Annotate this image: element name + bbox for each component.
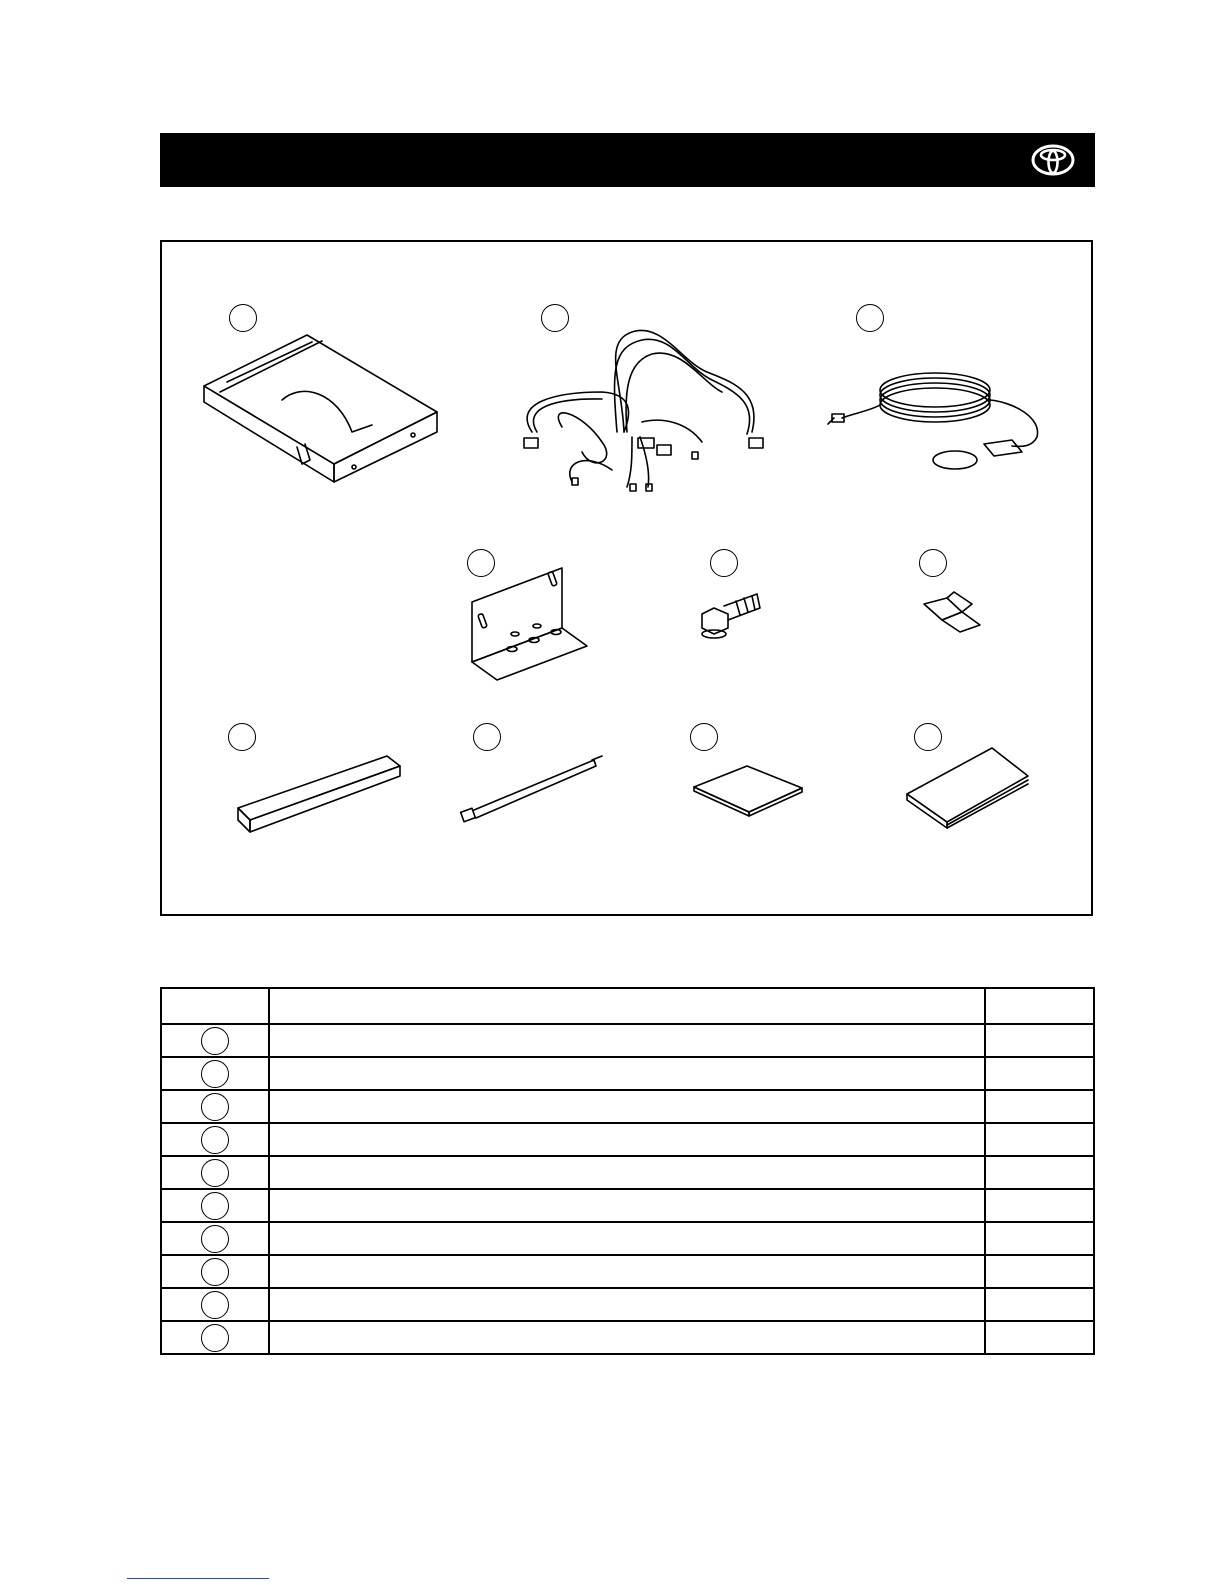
row-quantity — [985, 1123, 1094, 1156]
part-callout-10 — [914, 723, 942, 751]
table-row — [161, 1123, 1094, 1156]
wire-harness-icon — [524, 330, 763, 491]
row-description — [269, 1123, 985, 1156]
row-callout — [201, 1126, 229, 1154]
clamp-icon — [924, 592, 980, 632]
cable-tie-icon — [461, 756, 602, 822]
part-callout-6 — [919, 549, 947, 577]
adhesive-pad-icon — [694, 766, 802, 816]
table-header-row — [161, 988, 1094, 1024]
cleaner-wipe-icon — [907, 748, 1028, 828]
table-row — [161, 1288, 1094, 1321]
table-row — [161, 1024, 1094, 1057]
row-quantity — [985, 1255, 1094, 1288]
parts-illustration — [160, 240, 1093, 916]
row-callout — [201, 1192, 229, 1220]
cushion-pad-icon — [238, 756, 400, 832]
part-callout-2 — [541, 304, 569, 332]
part-callout-5 — [710, 549, 738, 577]
row-quantity — [985, 1189, 1094, 1222]
row-callout — [201, 1159, 229, 1187]
mounting-bracket-icon — [472, 568, 587, 680]
row-description — [269, 1288, 985, 1321]
part-callout-4 — [467, 549, 495, 577]
row-quantity — [985, 1222, 1094, 1255]
toyota-emblem-icon — [1031, 144, 1075, 176]
row-callout — [201, 1225, 229, 1253]
row-description — [269, 1255, 985, 1288]
row-description — [269, 1057, 985, 1090]
row-quantity — [985, 1288, 1094, 1321]
row-callout — [201, 1060, 229, 1088]
row-description — [269, 1222, 985, 1255]
table-row — [161, 1189, 1094, 1222]
control-module-icon — [204, 335, 437, 482]
row-description — [269, 1321, 985, 1354]
part-callout-1 — [229, 304, 257, 332]
table-row — [161, 1090, 1094, 1123]
row-quantity — [985, 1090, 1094, 1123]
table-row — [161, 1255, 1094, 1288]
row-quantity — [985, 1156, 1094, 1189]
row-quantity — [985, 1024, 1094, 1057]
part-callout-7 — [228, 723, 256, 751]
table-row — [161, 1057, 1094, 1090]
row-quantity — [985, 1057, 1094, 1090]
row-quantity — [985, 1321, 1094, 1354]
row-callout — [201, 1027, 229, 1055]
column-header-description — [269, 988, 985, 1024]
row-callout — [201, 1093, 229, 1121]
table-row — [161, 1156, 1094, 1189]
row-description — [269, 1189, 985, 1222]
bolt-icon — [702, 594, 760, 638]
row-callout — [201, 1258, 229, 1286]
parts-list-table — [160, 987, 1095, 1355]
column-header-number — [161, 988, 269, 1024]
row-description — [269, 1156, 985, 1189]
row-callout — [201, 1291, 229, 1319]
row-callout — [201, 1324, 229, 1352]
column-header-quantity — [985, 988, 1094, 1024]
table-row — [161, 1222, 1094, 1255]
footer-link-underline — [127, 1578, 269, 1579]
part-callout-3 — [856, 304, 884, 332]
row-description — [269, 1090, 985, 1123]
row-description — [269, 1024, 985, 1057]
part-callout-8 — [473, 723, 501, 751]
header-bar — [160, 133, 1095, 187]
part-callout-9 — [690, 723, 718, 751]
table-row — [161, 1321, 1094, 1354]
antenna-cable-icon — [828, 373, 1038, 469]
